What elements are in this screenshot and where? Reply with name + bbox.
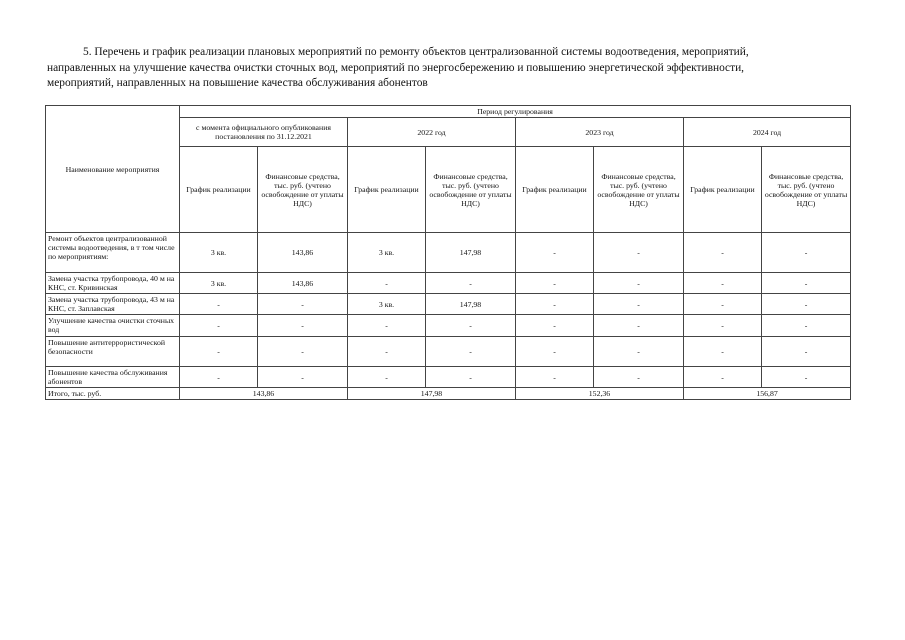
total-label: Итого, тыс. руб. xyxy=(46,388,180,400)
table-cell: - xyxy=(516,233,594,273)
subheader-schedule: График реализации xyxy=(516,147,594,233)
column-header-name: Наименование мероприятия xyxy=(46,106,180,233)
table-cell: - xyxy=(426,367,516,388)
table-cell: 3 кв. xyxy=(348,233,426,273)
period-header-2023: 2023 год xyxy=(516,118,684,147)
table-cell: 147,98 xyxy=(426,294,516,315)
table-cell: - xyxy=(594,294,684,315)
table-cell: - xyxy=(516,337,594,367)
table-cell: - xyxy=(684,315,762,337)
subheader-finance: Финансовые средства, тыс. руб. (учтено освобождение от уплаты НДС) xyxy=(762,147,851,233)
subheader-finance: Финансовые средства, тыс. руб. (учтено освобождение от уплаты НДС) xyxy=(258,147,348,233)
period-header-2021: с момента официального опубликования постановления по 31.12.2021 xyxy=(180,118,348,147)
table-cell: - xyxy=(180,294,258,315)
total-value-2021: 143,86 xyxy=(180,388,348,400)
total-value-2022: 147,98 xyxy=(348,388,516,400)
total-value-2023: 152,36 xyxy=(516,388,684,400)
table-cell: - xyxy=(762,337,851,367)
table-cell: 3 кв. xyxy=(180,273,258,294)
table-cell: - xyxy=(180,315,258,337)
table-cell: - xyxy=(426,337,516,367)
table-cell: 143,86 xyxy=(258,233,348,273)
row-name: Повышение качества обслуживания абонентов xyxy=(46,367,180,388)
row-name: Ремонт объектов централизованной системы водоотведения, в т том числе по мероприятиям: xyxy=(46,233,180,273)
table-cell: - xyxy=(348,315,426,337)
table-cell: 3 кв. xyxy=(348,294,426,315)
table-cell: - xyxy=(684,294,762,315)
table-cell: - xyxy=(762,273,851,294)
table-cell: - xyxy=(762,367,851,388)
table-row xyxy=(46,294,851,315)
table-cell: - xyxy=(426,273,516,294)
subheader-schedule: График реализации xyxy=(348,147,426,233)
table-cell: - xyxy=(594,367,684,388)
table-cell: - xyxy=(258,315,348,337)
heading-line-3: мероприятий, направленных на повышение качества обслуживания абонентов xyxy=(47,77,428,89)
table-cell: - xyxy=(684,233,762,273)
total-value-2024: 156,87 xyxy=(684,388,851,400)
table-cell: - xyxy=(516,315,594,337)
table-cell: - xyxy=(180,337,258,367)
subheader-finance: Финансовые средства, тыс. руб. (учтено освобождение от уплаты НДС) xyxy=(426,147,516,233)
table-cell: - xyxy=(258,294,348,315)
table-cell: - xyxy=(762,233,851,273)
table-cell: 143,86 xyxy=(258,273,348,294)
table-row xyxy=(46,315,851,337)
row-name: Замена участка трубопровода, 40 м на КНС, ст. Кривинская xyxy=(46,273,180,294)
table-cell: - xyxy=(258,337,348,367)
table-cell: 3 кв. xyxy=(180,233,258,273)
table-row xyxy=(46,233,851,273)
table-cell: - xyxy=(348,337,426,367)
period-header-2022: 2022 год xyxy=(348,118,516,147)
period-header-2024: 2024 год xyxy=(684,118,851,147)
table-row xyxy=(46,367,851,388)
period-header: Период регулирования xyxy=(180,106,851,118)
subheader-finance: Финансовые средства, тыс. руб. (учтено освобождение от уплаты НДС) xyxy=(594,147,684,233)
table-cell: - xyxy=(348,367,426,388)
activities-table xyxy=(45,105,851,400)
table-cell: - xyxy=(594,273,684,294)
table-cell: - xyxy=(684,273,762,294)
row-name: Замена участка трубопровода, 43 м на КНС, ст. Заплавская xyxy=(46,294,180,315)
subheader-schedule: График реализации xyxy=(684,147,762,233)
table-cell: - xyxy=(180,367,258,388)
subheader-schedule: График реализации xyxy=(180,147,258,233)
row-name: Повышение антитеррористической безопасности xyxy=(46,337,180,367)
total-row xyxy=(46,388,851,400)
table-cell: - xyxy=(684,367,762,388)
row-name: Улучшение качества очистки сточных вод xyxy=(46,315,180,337)
table-row xyxy=(46,273,851,294)
table-cell: - xyxy=(516,273,594,294)
heading-line-1: 5. Перечень и график реализации плановых мероприятий по ремонту объектов централизованной системы водоотведения, мероприятий, xyxy=(83,46,749,58)
heading-line-2: направленных на улучшение качества очистки сточных вод, мероприятий по энергосбережению и повышению энергетической эффективности, xyxy=(47,61,745,74)
table-cell: - xyxy=(348,273,426,294)
table-cell: - xyxy=(426,315,516,337)
table-cell: - xyxy=(594,315,684,337)
table-row xyxy=(46,337,851,367)
table-cell: - xyxy=(258,367,348,388)
table-cell: 147,98 xyxy=(426,233,516,273)
table-cell: - xyxy=(762,315,851,337)
table-cell: - xyxy=(516,367,594,388)
table-cell: - xyxy=(762,294,851,315)
section-heading xyxy=(47,45,855,92)
table-cell: - xyxy=(594,233,684,273)
table-cell: - xyxy=(594,337,684,367)
table-cell: - xyxy=(516,294,594,315)
table-cell: - xyxy=(684,337,762,367)
